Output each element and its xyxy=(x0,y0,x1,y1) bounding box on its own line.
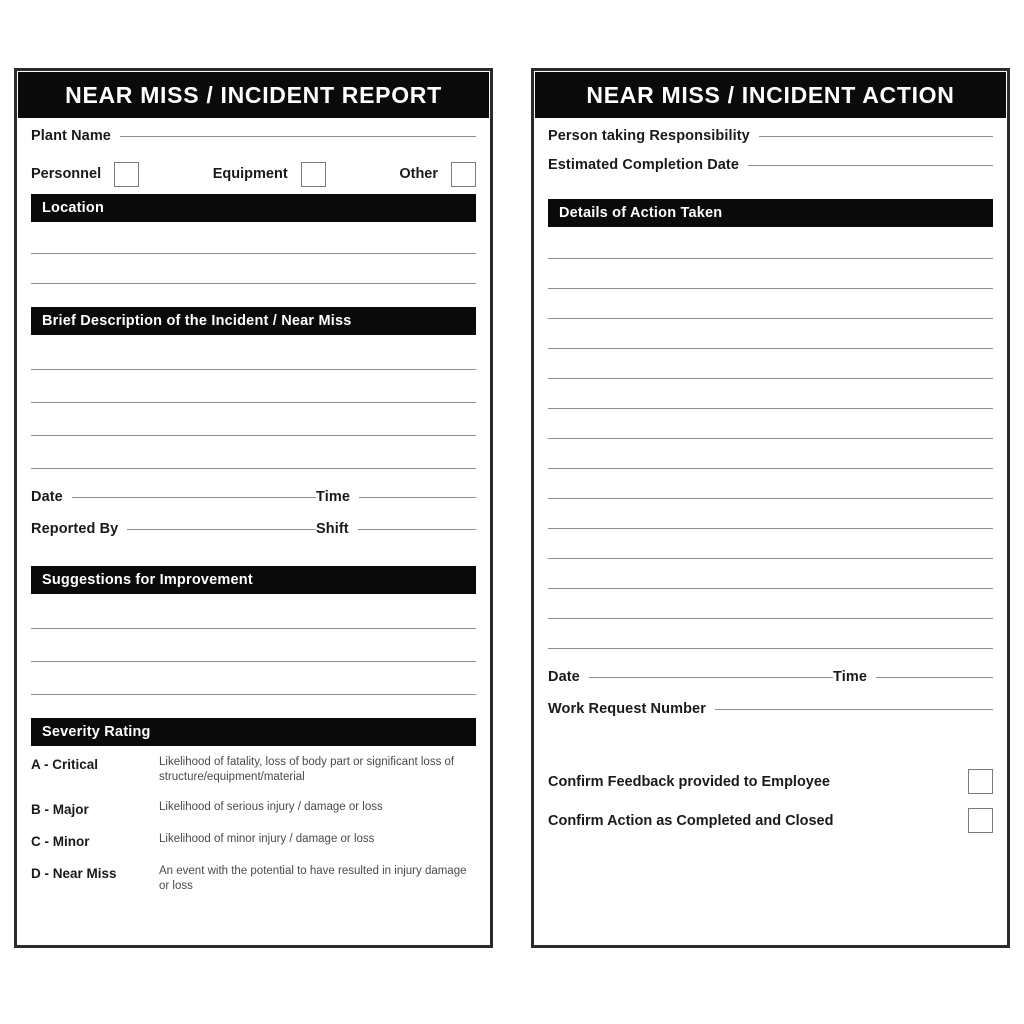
action-time-label: Time xyxy=(833,669,867,685)
plant-name-label: Plant Name xyxy=(31,128,111,144)
action-title: NEAR MISS / INCIDENT ACTION xyxy=(586,81,955,108)
action-line[interactable] xyxy=(548,319,993,349)
confirm-feedback-label: Confirm Feedback provided to Employee xyxy=(548,773,830,790)
time-label: Time xyxy=(316,489,350,505)
spacer xyxy=(31,695,476,715)
severity-row xyxy=(31,864,476,894)
severity-description: An event with the potential to have resulted in injury damage or loss xyxy=(159,864,467,892)
action-title-bar xyxy=(535,72,1006,118)
confirm-closed-label: Confirm Action as Completed and Closed xyxy=(548,812,834,829)
severity-row xyxy=(31,800,476,817)
spacer xyxy=(31,284,476,304)
description-line[interactable] xyxy=(31,370,476,403)
action-line[interactable] xyxy=(548,469,993,499)
category-option-personnel[interactable] xyxy=(31,162,139,187)
severity-row xyxy=(31,832,476,849)
severity-code: C - Minor xyxy=(31,833,90,849)
checkbox-other[interactable] xyxy=(451,162,476,187)
severity-row xyxy=(31,755,476,785)
category-label-other: Other xyxy=(399,166,439,182)
date-label: Date xyxy=(31,489,63,505)
shift-input[interactable] xyxy=(358,529,476,530)
description-lines xyxy=(31,337,476,469)
action-line[interactable] xyxy=(548,259,993,289)
action-line[interactable] xyxy=(548,529,993,559)
suggestions-header-label: Suggestions for Improvement xyxy=(42,572,253,588)
action-line[interactable] xyxy=(548,559,993,589)
category-label-personnel: Personnel xyxy=(31,166,102,182)
severity-list xyxy=(31,755,476,894)
description-line[interactable] xyxy=(31,436,476,469)
confirm-closed-row[interactable] xyxy=(548,801,993,840)
description-section-header xyxy=(31,307,476,335)
responsibility-label: Person taking Responsibility xyxy=(548,128,750,144)
description-line[interactable] xyxy=(31,403,476,436)
action-line[interactable] xyxy=(548,499,993,529)
reported-by-shift-row xyxy=(31,521,476,553)
action-date-time-row xyxy=(548,669,993,701)
action-line[interactable] xyxy=(548,409,993,439)
work-request-label: Work Request Number xyxy=(548,701,706,717)
action-line[interactable] xyxy=(548,619,993,649)
work-request-row xyxy=(548,701,993,730)
severity-description: Likelihood of fatality, loss of body part or significant loss of structure/equipment/material xyxy=(159,756,455,783)
report-body xyxy=(17,118,490,945)
action-body xyxy=(534,118,1007,945)
action-details-header-label: Details of Action Taken xyxy=(559,205,723,221)
action-line[interactable] xyxy=(548,289,993,319)
report-title-bar xyxy=(18,72,489,118)
responsibility-input[interactable] xyxy=(759,136,993,137)
severity-code: D - Near Miss xyxy=(31,865,117,881)
suggestions-line[interactable] xyxy=(31,662,476,695)
location-lines xyxy=(31,224,476,284)
time-field xyxy=(316,489,476,505)
action-time-field xyxy=(833,669,993,685)
severity-code: B - Major xyxy=(31,801,89,817)
time-input[interactable] xyxy=(359,497,476,498)
severity-description: Likelihood of minor injury / damage or loss xyxy=(159,832,375,845)
action-time-input[interactable] xyxy=(876,677,993,678)
category-row xyxy=(31,157,476,191)
work-request-input[interactable] xyxy=(715,709,993,710)
date-time-row xyxy=(31,489,476,521)
date-field xyxy=(31,489,316,505)
shift-field xyxy=(316,521,476,537)
action-date-field xyxy=(548,669,833,685)
action-line[interactable] xyxy=(548,589,993,619)
location-line[interactable] xyxy=(31,254,476,284)
action-date-label: Date xyxy=(548,669,580,685)
action-line[interactable] xyxy=(548,349,993,379)
incident-action-card xyxy=(531,68,1010,948)
plant-name-input[interactable] xyxy=(120,136,476,137)
location-line[interactable] xyxy=(31,224,476,254)
action-line[interactable] xyxy=(548,439,993,469)
checkbox-equipment[interactable] xyxy=(301,162,326,187)
severity-code: A - Critical xyxy=(31,757,99,772)
checkbox-confirm-closed[interactable] xyxy=(968,808,993,833)
action-date-input[interactable] xyxy=(589,677,833,678)
responsibility-row xyxy=(548,128,993,157)
action-line[interactable] xyxy=(548,229,993,259)
date-input[interactable] xyxy=(72,497,316,498)
description-line[interactable] xyxy=(31,337,476,370)
suggestions-section-header xyxy=(31,566,476,594)
shift-label: Shift xyxy=(316,521,349,537)
checkbox-confirm-feedback[interactable] xyxy=(968,769,993,794)
severity-header-label: Severity Rating xyxy=(42,724,151,740)
spacer xyxy=(31,553,476,563)
severity-section-header xyxy=(31,718,476,746)
category-label-equipment: Equipment xyxy=(212,166,288,182)
location-header-label: Location xyxy=(42,200,105,216)
completion-date-input[interactable] xyxy=(748,165,993,166)
suggestions-line[interactable] xyxy=(31,629,476,662)
plant-name-row xyxy=(31,128,476,157)
spacer xyxy=(548,649,993,669)
reported-by-field xyxy=(31,521,316,537)
action-details-section-header xyxy=(548,199,993,227)
category-option-equipment[interactable] xyxy=(213,162,326,187)
completion-date-label: Estimated Completion Date xyxy=(548,157,740,173)
reported-by-label: Reported By xyxy=(31,521,119,537)
spacer xyxy=(548,730,993,762)
suggestions-lines xyxy=(31,596,476,695)
location-section-header xyxy=(31,194,476,222)
description-header-label: Brief Description of the Incident / Near Miss xyxy=(42,313,352,329)
action-line[interactable] xyxy=(548,379,993,409)
spacer xyxy=(548,186,993,196)
report-title: NEAR MISS / INCIDENT REPORT xyxy=(65,81,442,108)
severity-description: Likelihood of serious injury / damage or loss xyxy=(159,800,383,813)
action-details-lines xyxy=(548,229,993,649)
reported-by-input[interactable] xyxy=(127,529,316,530)
category-option-other[interactable] xyxy=(399,162,476,187)
suggestions-line[interactable] xyxy=(31,596,476,629)
spacer xyxy=(31,469,476,489)
incident-report-card xyxy=(14,68,493,948)
completion-date-row xyxy=(548,157,993,186)
confirm-feedback-row[interactable] xyxy=(548,762,993,801)
checkbox-personnel[interactable] xyxy=(114,162,139,187)
